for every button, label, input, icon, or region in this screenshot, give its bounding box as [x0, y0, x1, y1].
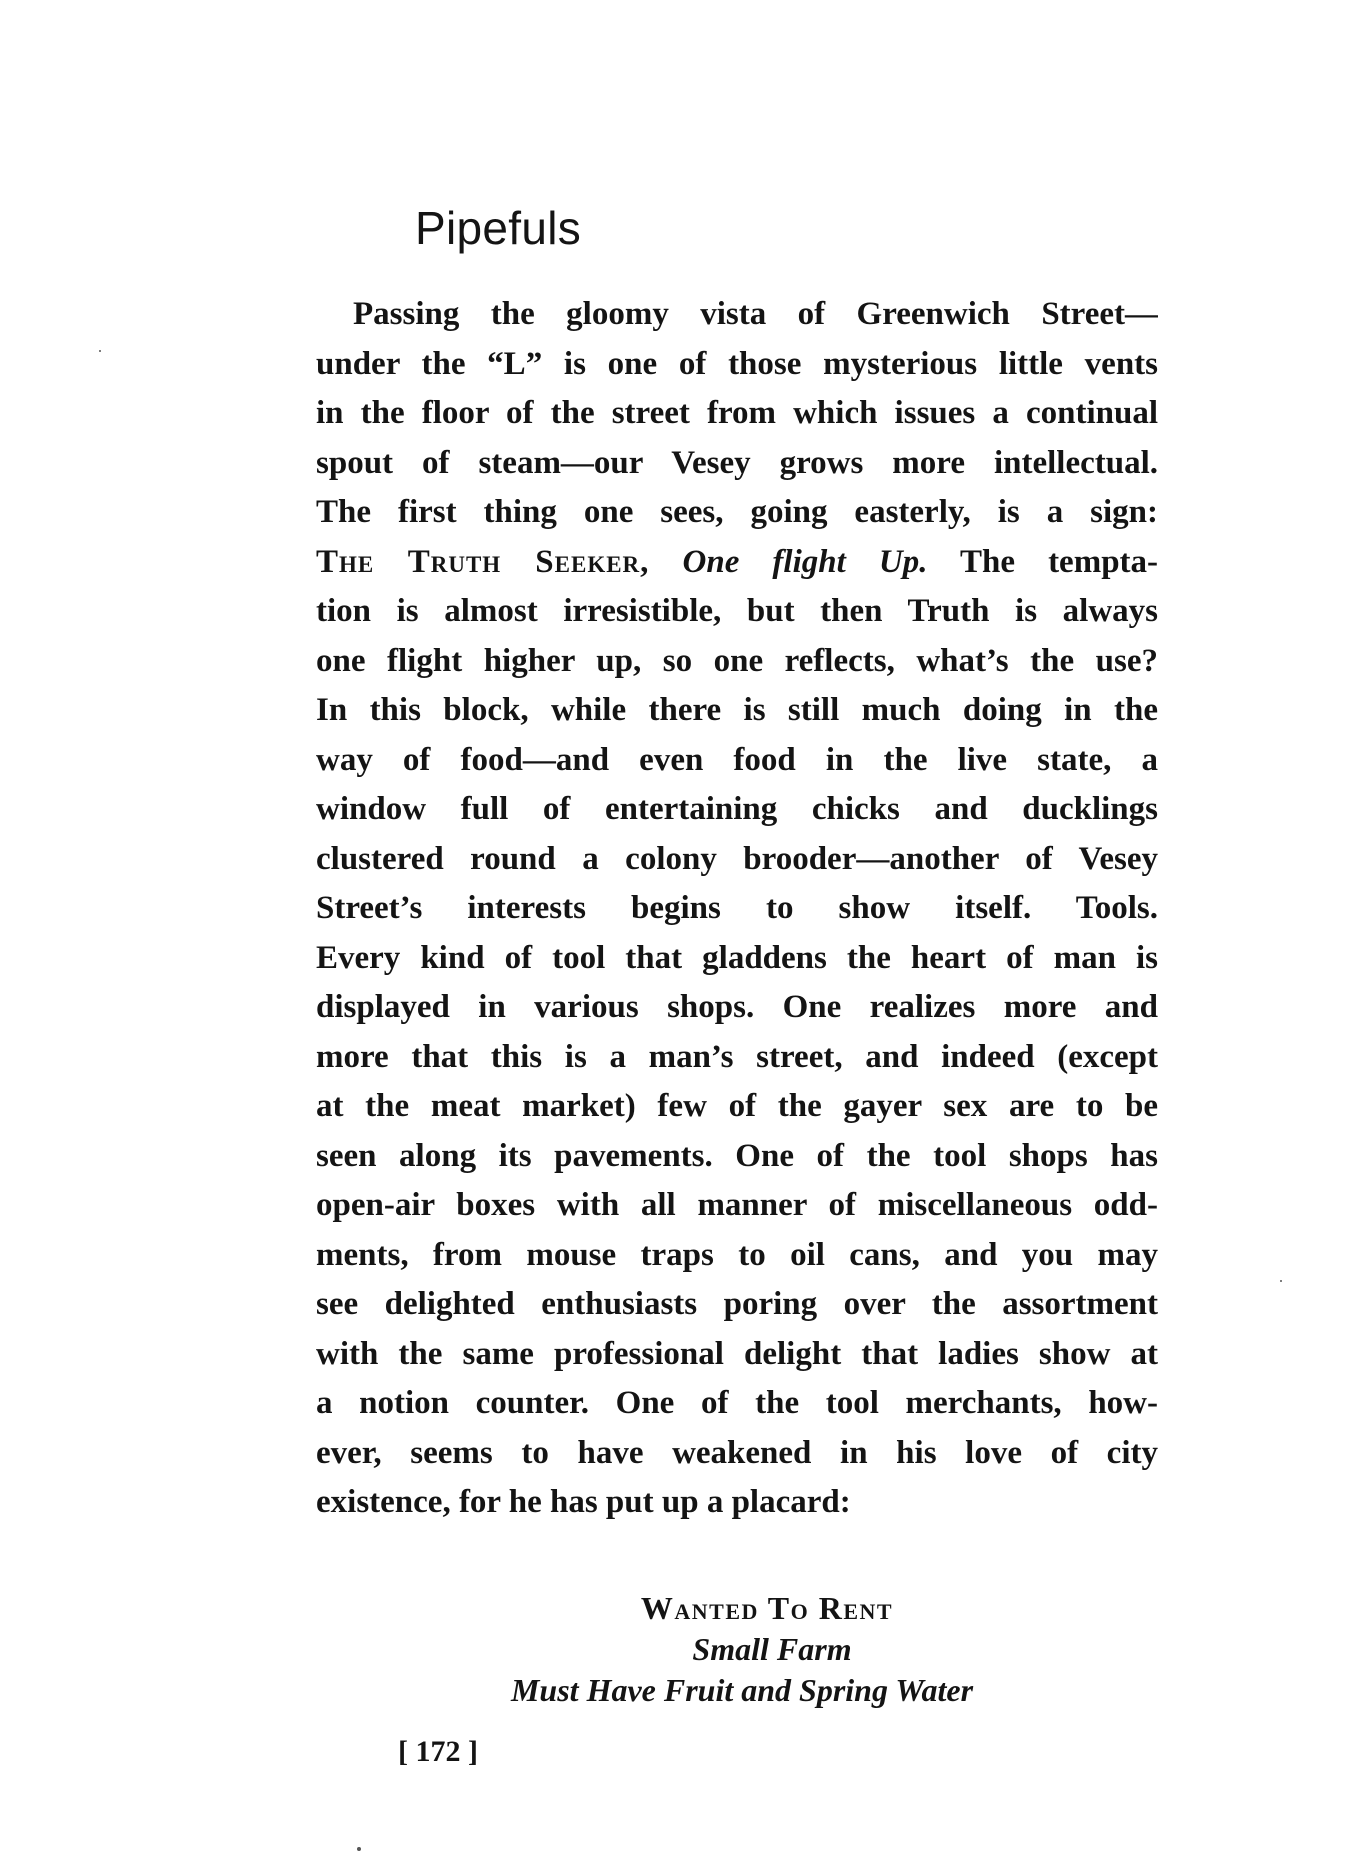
text-line: tion is almost irresistible, but then Truth is always [316, 593, 1158, 629]
page-number: [ 172 ] [398, 1735, 478, 1768]
text-line: Passing the gloomy vista of Greenwich Street— [353, 296, 1158, 332]
text-line: more that this is a man’s street, and indeed (except [316, 1038, 1158, 1075]
scan-speck [357, 1847, 361, 1851]
text-line: a notion counter. One of the tool merchants, how- [316, 1385, 1158, 1421]
text-line: with the same professional delight that ladies show at [316, 1335, 1158, 1372]
text-line: Every kind of tool that gladdens the heart of man is [316, 939, 1158, 976]
text-line [316, 538, 1158, 588]
sign-name: The Truth Seeker, [316, 543, 650, 580]
text-line: spout of steam—our Vesey grows more intellectual. [316, 444, 1158, 481]
text-line: at the meat market) few of the gayer sex are to be [316, 1088, 1158, 1124]
text-line: one flight higher up, so one reflects, what’s the use? [316, 642, 1158, 679]
text-line: Street’s interests begins to show itself. Tools. [316, 890, 1158, 926]
text-line: in the floor of the street from which issues a continual [316, 395, 1158, 431]
line-tail: The tempta- [959, 543, 1158, 580]
text-line: ments, from mouse traps to oil cans, and you may [316, 1236, 1158, 1273]
text-line: window full of entertaining chicks and ducklings [316, 791, 1158, 827]
scan-speck [1280, 1280, 1282, 1282]
text-line: clustered round a colony brooder—another of Vesey [316, 840, 1158, 877]
text-line: In this block, while there is still much doing in the [316, 692, 1158, 728]
text-line: open-air boxes with all manner of miscellaneous odd- [316, 1187, 1158, 1223]
placard-quote [316, 1588, 1158, 1711]
text-line: The first thing one sees, going easterly, is a sign: [316, 494, 1158, 530]
placard-title: Wanted To Rent [640, 1590, 894, 1626]
scan-speck [99, 350, 101, 352]
sign-direction: One flight Up. [682, 543, 928, 580]
running-head: Pipefuls [415, 202, 582, 254]
text-line: seen along its pavements. One of the tool shops has [316, 1137, 1158, 1174]
placard-line: Must Have Fruit and Spring Water [510, 1672, 974, 1708]
body-paragraph [316, 290, 1158, 1528]
text-line: way of food—and even food in the live state, a [316, 741, 1158, 778]
text-line: displayed in various shops. One realizes more and [316, 989, 1158, 1025]
text-line: see delighted enthusiasts poring over the assortment [316, 1286, 1158, 1322]
placard-line: Small Farm [692, 1631, 852, 1667]
text-line: ever, seems to have weakened in his love of city [316, 1434, 1158, 1471]
text-line: existence, for he has put up a placard: [316, 1484, 851, 1520]
text-line: under the “L” is one of those mysterious little vents [316, 345, 1158, 382]
